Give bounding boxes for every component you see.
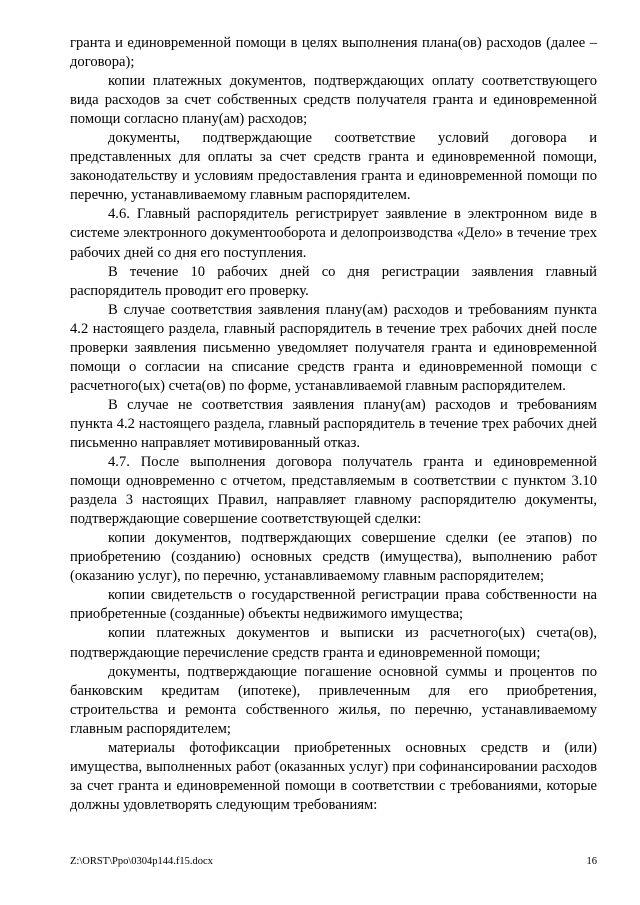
paragraph-2: копии платежных документов, подтверждающих оплату соответствующего вида расходов за счет собственных средств получателя гранта и единовременной помощи согласно плану(ам) расходов;: [70, 73, 597, 128]
paragraph-8: 4.7. После выполнения договора получатель гранта и единовременной помощи одновременно с отчетом, представляемым в соответствии с пунктом 3.10 раздела 3 настоящих Правил, направляет главному распорядителю документы, подтверждающие совершение соответствующей сделки:: [70, 454, 597, 528]
paragraph-3: документы, подтверждающие соответствие условий договора и представленных для оплаты за счет средств гранта и единовременной помощи, законодательству и условиям предоставления гранта и единовременной помощи по перечню, устанавливаемому главным распорядителем.: [70, 130, 597, 204]
paragraph-1: гранта и единовременной помощи в целях выполнения плана(ов) расходов (далее – договора);: [70, 35, 597, 71]
paragraph-7: В случае не соответствия заявления плану(ам) расходов и требованиям пункта 4.2 настоящего раздела, главный распорядитель в течение трех рабочих дней письменно направляет мотивированный отказ.: [70, 396, 597, 451]
paragraph-12: документы, подтверждающие погашение основной суммы и процентов по банковским кредитам (ипотеке), привлеченным для его приобретения, строительства и ремонта собственного жилья, по перечню, устанавливаемому главным распорядителем;: [70, 663, 597, 737]
paragraph-4: 4.6. Главный распорядитель регистрирует заявление в электронном виде в системе электронного документооборота и делопроизводства «Дело» в течение трех рабочих дней со дня его поступления.: [70, 206, 597, 261]
footer-file-path: Z:\ORST\Ppo\0304p144.f15.docx: [70, 856, 213, 867]
paragraph-13: материалы фотофиксации приобретенных основных средств и (или) имущества, выполненных работ (оказанных услуг) при софинансировании расходов за счет гранта и единовременной помощи в соответствии с требованиями, которые должны удовлетворять следующим требованиям:: [70, 739, 597, 813]
paragraph-10: копии свидетельств о государственной регистрации права собственности на приобретенные (созданные) объекты недвижимого имущества;: [70, 587, 597, 623]
paragraph-5: В течение 10 рабочих дней со дня регистрации заявления главный распорядитель проводит его проверку.: [70, 263, 597, 299]
paragraph-6: В случае соответствия заявления плану(ам) расходов и требованиям пункта 4.2 настоящего раздела, главный распорядитель в течение трех рабочих дней после проверки заявления письменно уведомляет получателя гранта и единовременной помощи о согласии на списание средств гранта и единовременной помощи с расчетного(ых) счета(ов) по форме, устанавливаемой главным распорядителем.: [70, 301, 597, 394]
document-body: [70, 34, 597, 815]
footer-page-number: 16: [586, 856, 597, 867]
paragraph-9: копии документов, подтверждающих совершение сделки (ее этапов) по приобретению (созданию) основных средств (имущества), выполнению работ (оказанию услуг), по перечню, устанавливаемому главным распорядителем;: [70, 530, 597, 585]
paragraph-11: копии платежных документов и выписки из расчетного(ых) счета(ов), подтверждающие перечисление средств гранта и единовременной помощи;: [70, 625, 597, 661]
